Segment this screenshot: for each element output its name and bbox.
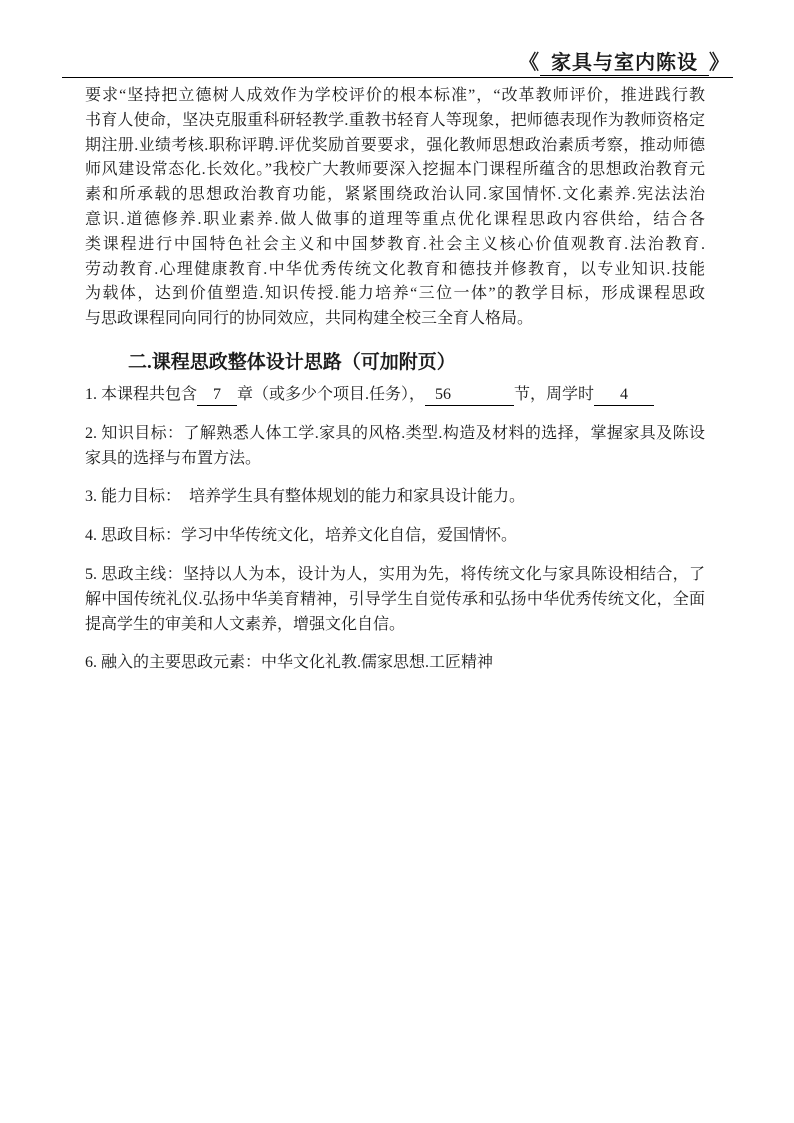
course-title xyxy=(62,52,733,77)
title-left-bracket: 《 xyxy=(519,52,540,74)
sections-count-blank: 56 xyxy=(425,385,514,406)
numbered-item xyxy=(85,563,705,637)
numbered-items-list xyxy=(85,422,705,676)
text-line: 与思政课程同向同行的协同效应，共同构建全校三全育人格局。 xyxy=(85,310,534,328)
numbered-item xyxy=(85,651,705,676)
text-line: 家具的选择与布置方法。 xyxy=(85,449,262,467)
course-title-text: 家具与室内陈设 xyxy=(540,52,709,76)
numbered-item-course-info xyxy=(85,383,705,408)
text-line: 3. 能力目标： 培养学生具有整体规划的能力和家具设计能力。 xyxy=(85,488,526,506)
item1-mid1: 章（或多少个项目.任务）， xyxy=(237,385,426,403)
numbered-item xyxy=(85,485,705,510)
text-line: 师风建设常态化.长效化。”我校广大教师要深入挖掘本门课程所蕴含的思想政治教育元 xyxy=(85,161,705,179)
numbered-item xyxy=(85,422,705,472)
text-line: 期注册.业绩考核.职称评聘.评优奖励首要要求，强化教师思想政治素质考察，推动师德 xyxy=(85,136,705,154)
text-line: 劳动教育.心理健康教育.中华优秀传统文化教育和德技并修教育，以专业知识.技能 xyxy=(85,260,705,278)
numbered-item xyxy=(85,524,705,549)
text-line: 要求“坚持把立德树人成效作为学校评价的根本标准”，“改革教师评价，推进践行教 xyxy=(85,87,705,104)
text-line: 6. 融入的主要思政元素：中华文化礼教.儒家思想.工匠精神 xyxy=(85,654,494,672)
text-line: 素和所承载的思想政治教育功能，紧紧围绕政治认同.家国情怀.文化素养.宪法法治 xyxy=(85,186,705,204)
text-line: 类课程进行中国特色社会主义和中国梦教育.社会主义核心价值观教育.法治教育. xyxy=(85,235,705,253)
chapters-count-blank: 7 xyxy=(197,385,237,406)
document-body xyxy=(85,84,705,676)
weekly-hours-blank: 4 xyxy=(594,385,654,406)
text-line: 5. 思政主线：坚持以人为本，设计为人，实用为先，将传统文化与家具陈设相结合，了 xyxy=(85,565,705,583)
text-line: 提高学生的审美和人文素养，增强文化自信。 xyxy=(85,615,406,633)
intro-paragraph xyxy=(85,84,705,332)
section-heading: 二.课程思政整体设计思路（可加附页） xyxy=(128,351,456,373)
title-right-bracket: 》 xyxy=(709,52,730,74)
text-line: 书育人使命，坚决克服重科研轻教学.重教书轻育人等现象，把师德表现作为教师资格定 xyxy=(85,111,705,129)
item1-prefix: 1. 本课程共包含 xyxy=(85,385,198,403)
page-header xyxy=(62,0,733,78)
item1-mid2: 节，周学时 xyxy=(514,385,595,403)
text-line: 4. 思政目标：学习中华传统文化，培养文化自信，爱国情怀。 xyxy=(85,527,518,545)
text-line: 为载体，达到价值塑造.知识传授.能力培养“三位一体”的教学目标，形成课程思政 xyxy=(85,285,705,303)
text-line: 2. 知识目标：了解熟悉人体工学.家具的风格.类型.构造及材料的选择，掌握家具及陈设 xyxy=(85,424,705,442)
text-line: 意识.道德修养.职业素养.做人做事的道理等重点优化课程思政内容供给，结合各 xyxy=(85,210,705,228)
text-line: 解中国传统礼仪.弘扬中华美育精神，引导学生自觉传承和弘扬中华优秀传统文化，全面 xyxy=(85,590,705,608)
